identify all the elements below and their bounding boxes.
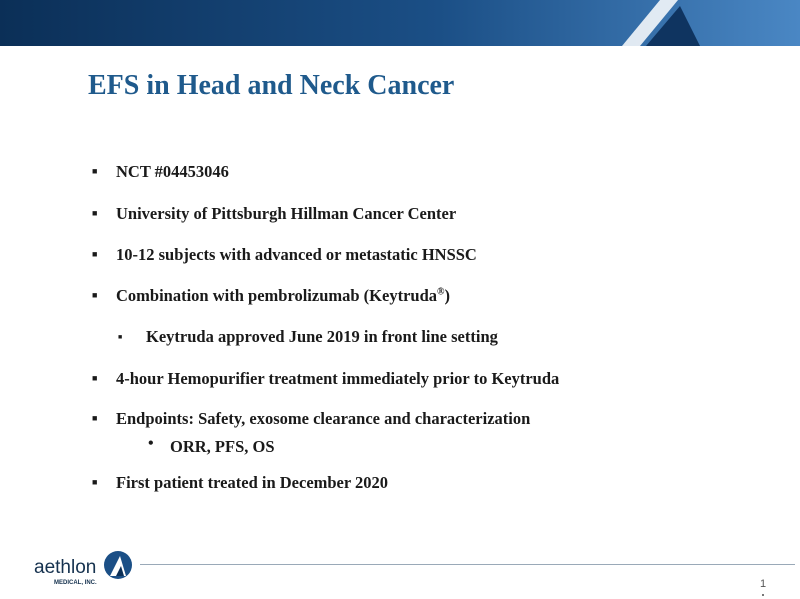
svg-text:MEDICAL, INC.: MEDICAL, INC.: [54, 580, 97, 586]
square-bullet-icon: ■: [92, 166, 98, 176]
footer-dot: [762, 594, 764, 596]
svg-text:aethlon: aethlon: [34, 557, 97, 578]
page-number: 1: [760, 578, 767, 590]
square-bullet-icon: ■: [92, 290, 98, 300]
square-bullet-icon: ■: [92, 249, 98, 259]
bullet-list: ■ NCT #04453046 ■ University of Pittsburgh Hillman Cancer Center ■ 10-12 subjects with advanced or metastatic HNSSC ■ Combination with pembrolizumab (Keytruda®) ■ Keytruda approved June 2019 in front line setting ■ 4-hour Hemopurifier treatment immediately prior to Keytruda ■ Endpoints: Safety, exosome clearance and characterization • ORR, PFS, OS ■ First patient treated in December 2020: [92, 162, 560, 492]
aethlon-logo: [34, 546, 134, 586]
footer-divider: [140, 564, 795, 565]
square-bullet-icon: ■: [92, 413, 98, 423]
square-bullet-icon: ■: [92, 373, 98, 383]
dot-bullet-icon: •: [148, 435, 154, 452]
square-bullet-icon: ■: [92, 208, 98, 218]
square-bullet-icon: ■: [92, 477, 98, 487]
small-square-bullet-icon: ■: [118, 333, 123, 341]
slide-title: EFS in Head and Neck Cancer: [88, 70, 455, 101]
